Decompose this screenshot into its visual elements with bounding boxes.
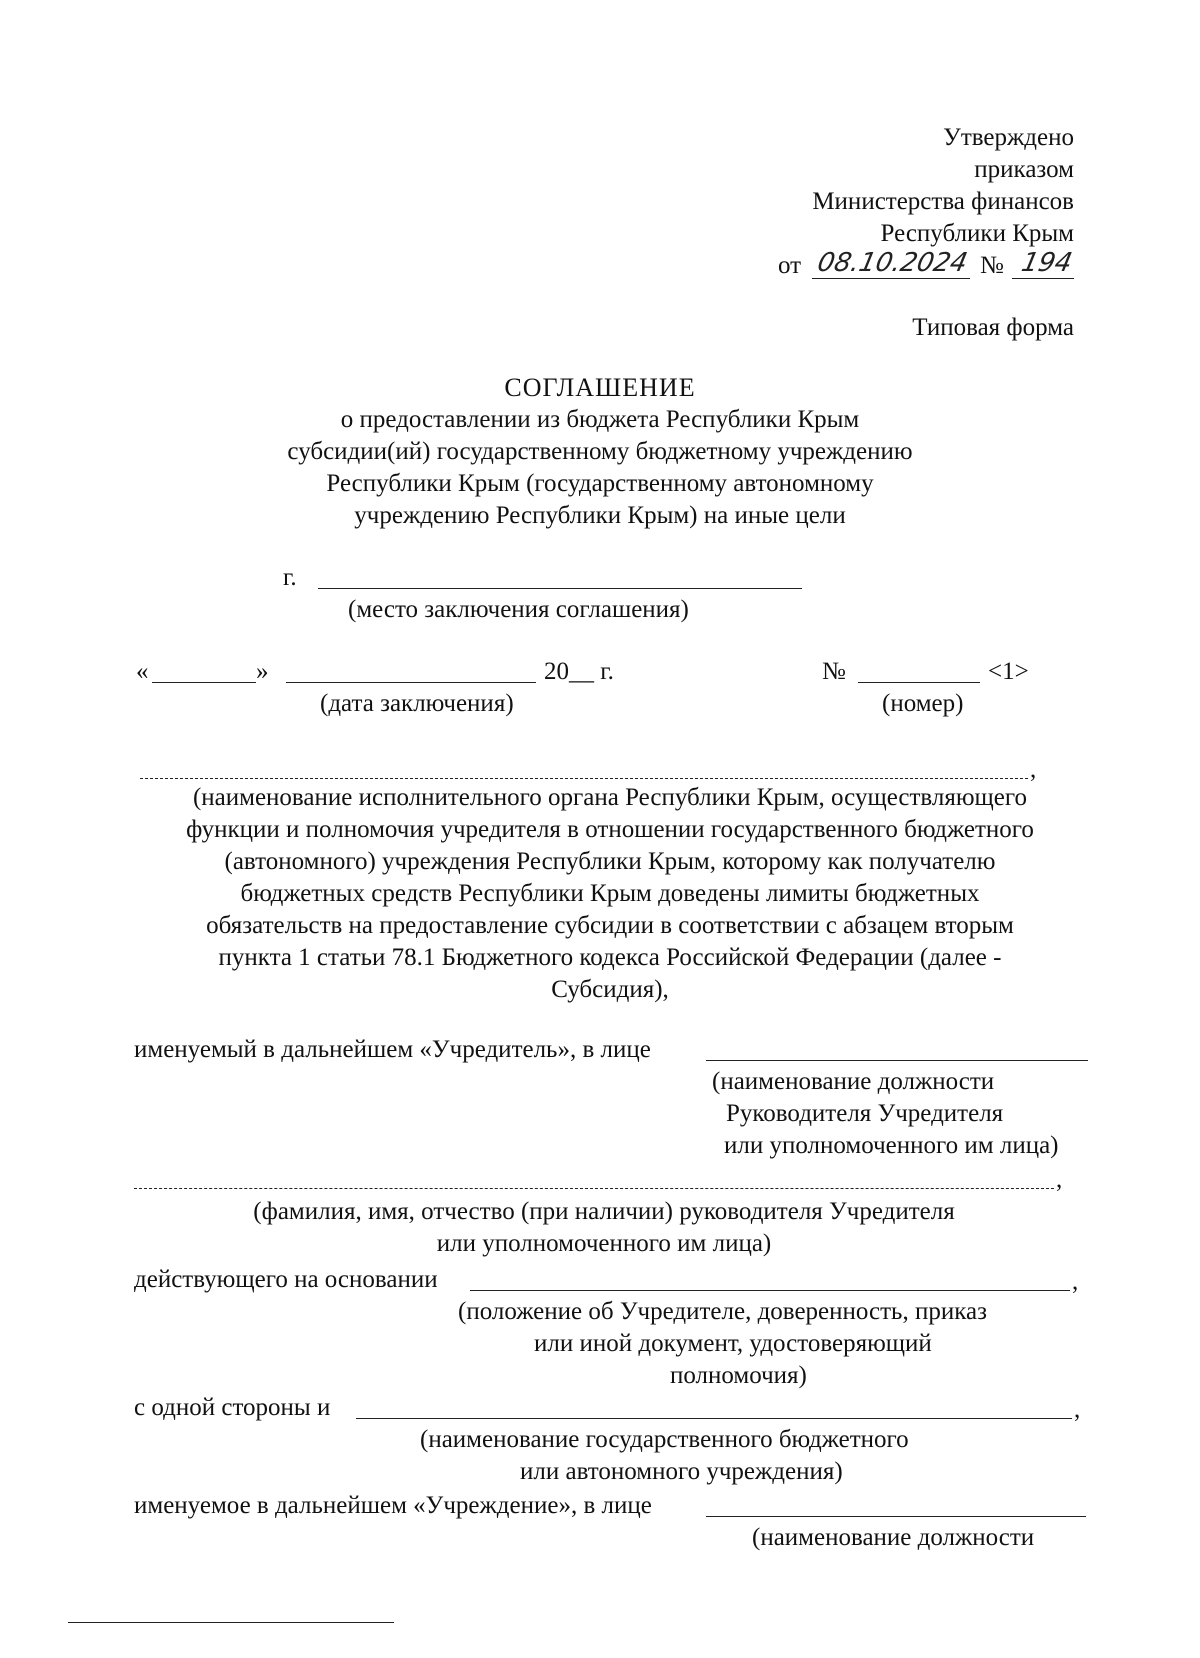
basis-caption-2: или иной документ, удостоверяющий	[534, 1330, 932, 1357]
date-open-quote: «	[136, 658, 149, 685]
basis-caption-1: (положение об Учредителе, доверенность, приказ	[458, 1298, 987, 1325]
institution-rep-caption: (наименование должности	[752, 1524, 1035, 1551]
approval-line-1: Утверждено	[943, 124, 1074, 151]
approval-number-prefix: №	[980, 252, 1004, 279]
institution-text: с одной стороны и	[134, 1394, 331, 1421]
institution-rep-text: именуемое в дальнейшем «Учреждение», в лице	[134, 1492, 652, 1519]
approval-line-4: Республики Крым	[880, 220, 1074, 247]
founder-org-caption-1: (наименование исполнительного органа Республики Крым, осуществляющего	[192, 784, 1028, 811]
founder-org-field	[140, 778, 1028, 779]
founder-name-caption-1: (фамилия, имя, отчество (при наличии) руководителя Учредителя	[253, 1198, 955, 1225]
title-line-1: о предоставлении из бюджета Республики Крым	[340, 406, 860, 433]
number-sign: №	[822, 658, 846, 685]
founder-rep-caption-3: или уполномоченного им лица)	[724, 1132, 1059, 1159]
date-close-quote: »	[256, 658, 269, 685]
number-field	[858, 682, 980, 683]
approval-number-handwritten: 194	[1018, 248, 1075, 278]
founder-org-caption-3: (автономного) учреждения Республики Крым, которому как получателю	[224, 848, 996, 875]
founder-org-caption-2: функции и полномочия учредителя в отношении государственного бюджетного	[186, 816, 1034, 843]
place-field	[318, 588, 802, 589]
approval-date-prefix: от	[778, 252, 802, 279]
founder-rep-caption-1: (наименование должности	[712, 1068, 995, 1095]
basis-field	[470, 1290, 1070, 1291]
number-caption: (номер)	[882, 690, 964, 717]
basis-text: действующего на основании	[134, 1266, 438, 1293]
institution-field	[356, 1418, 1072, 1419]
footnote-marker: <1>	[988, 658, 1029, 685]
approval-line-3: Министерства финансов	[812, 188, 1074, 215]
institution-caption-2: или автономного учреждения)	[520, 1458, 843, 1485]
place-caption: (место заключения соглашения)	[348, 596, 689, 623]
founder-org-caption-6: пункта 1 статьи 78.1 Бюджетного кодекса Российской Федерации (далее -	[218, 944, 1002, 971]
approval-date-handwritten: 08.10.2024	[814, 248, 971, 278]
approval-number-underline	[1012, 278, 1074, 279]
approval-line-2: приказом	[974, 156, 1074, 183]
founder-org-caption-5: обязательств на предоставление субсидии в соответствии с абзацем вторым	[206, 912, 1014, 939]
document-heading: СОГЛАШЕНИЕ	[504, 373, 696, 402]
title-line-4: учреждению Республики Крым) на иные цели	[354, 502, 846, 529]
date-month-field	[286, 682, 536, 683]
institution-rep-field	[706, 1516, 1086, 1517]
form-type: Типовая форма	[912, 314, 1074, 341]
title-line-2: субсидии(ий) государственному бюджетному учреждению	[287, 438, 913, 465]
basis-comma: ,	[1072, 1268, 1079, 1295]
founder-name-field	[134, 1188, 1054, 1189]
founder-rep-caption-2: Руководителя Учредителя	[726, 1100, 1004, 1127]
basis-caption-3: полномочия)	[670, 1362, 807, 1389]
footnote-separator	[68, 1622, 394, 1623]
founder-org-caption-7: Субсидия),	[551, 976, 669, 1003]
institution-comma: ,	[1074, 1396, 1081, 1423]
date-caption: (дата заключения)	[320, 690, 514, 717]
place-prefix: г.	[283, 564, 297, 591]
founder-org-comma: ,	[1030, 756, 1037, 783]
founder-rep-field	[706, 1060, 1088, 1061]
institution-caption-1: (наименование государственного бюджетного	[420, 1426, 909, 1453]
date-day-field	[152, 682, 256, 683]
founder-rep-text: именуемый в дальнейшем «Учредитель», в лице	[134, 1036, 651, 1063]
date-year: 20__ г.	[544, 658, 614, 685]
founder-name-comma: ,	[1056, 1166, 1063, 1193]
founder-name-caption-2: или уполномоченного им лица)	[436, 1230, 772, 1257]
founder-org-caption-4: бюджетных средств Республики Крым доведены лимиты бюджетных	[240, 880, 980, 907]
title-line-3: Республики Крым (государственному автономному	[326, 470, 874, 497]
approval-date-underline	[812, 278, 970, 279]
